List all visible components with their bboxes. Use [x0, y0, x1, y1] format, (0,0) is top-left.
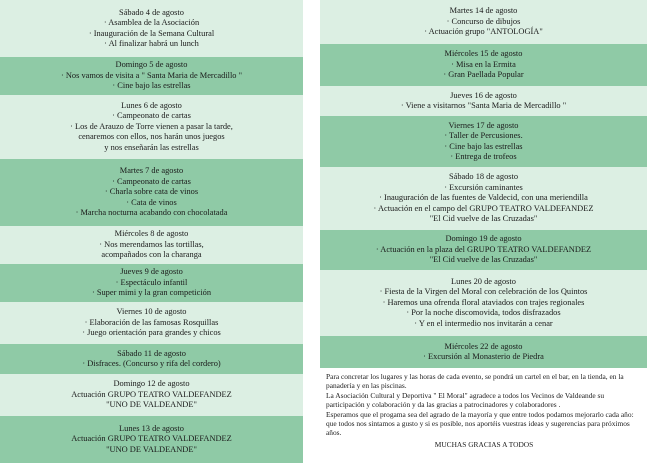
right-day-block-2	[320, 44, 647, 86]
day-heading: Jueves 16 de agosto	[450, 90, 517, 100]
event-line: · Campeonato de cartas	[112, 111, 191, 121]
event-line: y nos enseñarán las estrellas	[104, 142, 199, 152]
day-heading: Sábado 18 de agosto	[448, 172, 519, 182]
event-line: · Taller de Percusiones.	[444, 131, 523, 141]
day-heading: Sábado 4 de agosto	[119, 7, 184, 17]
event-line: · Nos merendamos las tortillas,	[99, 239, 204, 249]
event-line: · Asamblea de la Asociación	[103, 18, 200, 28]
event-line: "El Cid vuelve de las Cruzadas"	[429, 214, 538, 224]
left-day-block-7	[0, 302, 303, 344]
event-line: · Misa en la Ermita	[451, 59, 516, 69]
event-line: · Inauguración de la Semana Cultural	[88, 28, 215, 38]
event-line: · Juego orientación para grandes y chicos	[82, 328, 221, 338]
day-heading: Martes 7 de agosto	[119, 166, 184, 176]
day-heading: Domingo 12 de agosto	[113, 379, 190, 389]
event-line: · Por la noche discomovida, todos disfrazados	[406, 308, 561, 318]
event-line: · Actuación grupo "ANTOLOGÍA"	[424, 27, 543, 37]
event-line: · Cata de vinos	[126, 197, 177, 207]
event-line: "El Cid vuelve de las Cruzadas"	[429, 255, 538, 265]
event-line: · Espectáculo infantil	[115, 277, 188, 287]
day-heading: Domingo 19 de agosto	[445, 234, 522, 244]
day-heading: Lunes 13 de agosto	[119, 423, 184, 433]
right-day-block-3	[320, 86, 647, 116]
left-day-block-8	[0, 344, 303, 374]
right-day-block-1	[320, 0, 647, 44]
day-heading: Miércoles 22 de agosto	[444, 341, 523, 351]
day-heading: Viernes 10 de agosto	[116, 307, 187, 317]
event-line: · Y en el intermedio nos invitarán a cenar	[414, 318, 553, 328]
event-line: · Al finalizar habrá un lunch	[104, 38, 199, 48]
left-day-block-5	[0, 226, 303, 264]
thanks-line: MUCHAS GRACIAS A TODOS	[434, 439, 534, 449]
event-line: · Super mimi y la gran competición	[91, 288, 212, 298]
event-line: · Marcha nocturna acabando con chocolatada	[75, 208, 228, 218]
event-line: "UNO DE VALDEANDE"	[106, 444, 197, 454]
event-line: · Cine bajo las estrellas	[112, 81, 191, 91]
event-line: Actuación GRUPO TEATRO VALDEFANDEZ	[71, 389, 232, 399]
right-day-block-8	[320, 336, 647, 368]
day-heading: Martes 14 de agosto	[449, 6, 518, 16]
event-line: · Charla sobre cata de vinos	[104, 187, 199, 197]
event-line: Actuación GRUPO TEATRO VALDEFANDEZ	[71, 434, 232, 444]
event-line: · Nos vamos de visita a " Santa Maria de Mercadillo "	[60, 70, 243, 80]
day-heading: Domingo 5 de agosto	[115, 60, 188, 70]
note-paragraph-1: Para concretar los lugares y las horas de cada evento, se pondrá un cartel en el bar, en la tienda, en la panadería y en las piscinas.	[326, 372, 624, 391]
left-day-block-2	[0, 57, 303, 95]
day-heading: Viernes 17 de agosto	[448, 120, 519, 130]
left-day-block-4	[0, 159, 303, 226]
event-line: · Entrega de trofeos	[450, 151, 517, 161]
event-line: · Cine bajo las estrellas	[444, 141, 523, 151]
closing-note	[326, 372, 642, 449]
event-line: · Excursión caminantes	[444, 182, 523, 192]
right-day-block-4	[320, 116, 647, 167]
event-line: · Fiesta de la Virgen del Moral con celebración de los Quintos	[379, 287, 588, 297]
day-heading: Miércoles 15 de agosto	[444, 49, 523, 59]
event-line: cenaremos con ellos, nos harán unos juegos	[78, 132, 225, 142]
left-day-block-1	[0, 0, 303, 57]
event-line: · Viene a visitarnos "Santa Maria de Mercadillo "	[400, 101, 567, 110]
event-line: · Elaboración de las famosas Rosquillas	[84, 317, 219, 327]
event-line: · Disfraces. (Concurso y rifa del cordero)	[82, 359, 221, 368]
note-paragraph-2: La Asociación Cultural y Deportiva " El Moral" agradece a todos los Vecinos de Valdeande su participación y colaboración y da las gracias a patrocinadores y colaboradores .	[326, 390, 605, 410]
note-paragraph-3: Esperamos que el progama sea del agrado de la mayoría y que entre todos podamos mejorarlo cada año: que todos nos sintamos a gusto y si es posible, nos aportéis vuestras ideas y sugerencias para próximos años.	[326, 409, 634, 438]
event-line: "UNO DE VALDEANDE"	[106, 400, 197, 410]
event-line: · Actuación en el campo del GRUPO TEATRO VALDEFANDEZ	[373, 203, 594, 213]
event-line: · Actuación en la plaza del GRUPO TEATRO VALDEFANDEZ	[375, 244, 592, 254]
day-heading: Sábado 11 de agosto	[117, 348, 186, 358]
event-line: · Concurso de dibujos	[446, 16, 521, 26]
event-line: · Gran Paellada Popular	[443, 70, 524, 80]
right-day-block-5	[320, 167, 647, 230]
event-line: · Haremos una ofrenda floral ataviados con trajes regionales	[382, 297, 585, 307]
event-line: · Inauguración de las fuentes de Valdecid, con una meriendilla	[379, 193, 588, 203]
right-day-block-7	[320, 270, 647, 336]
event-line: · Campeonato de cartas	[112, 176, 191, 186]
left-day-block-6	[0, 264, 303, 302]
day-heading: Miércoles 8 de agosto	[114, 229, 189, 239]
event-line: · Los de Arauzo de Torre vienen a pasar la tarde,	[70, 121, 233, 131]
day-heading: Lunes 6 de agosto	[121, 100, 182, 110]
right-day-block-6	[320, 230, 647, 270]
event-line: · Excursión al Monasterio de Piedra	[423, 352, 544, 361]
day-heading: Lunes 20 de agosto	[451, 276, 516, 286]
left-day-block-10	[0, 416, 303, 463]
event-line: acompañados con la charanga	[101, 250, 202, 260]
left-day-block-3	[0, 95, 303, 159]
left-day-block-9	[0, 374, 303, 416]
day-heading: Jueves 9 de agosto	[120, 267, 183, 277]
